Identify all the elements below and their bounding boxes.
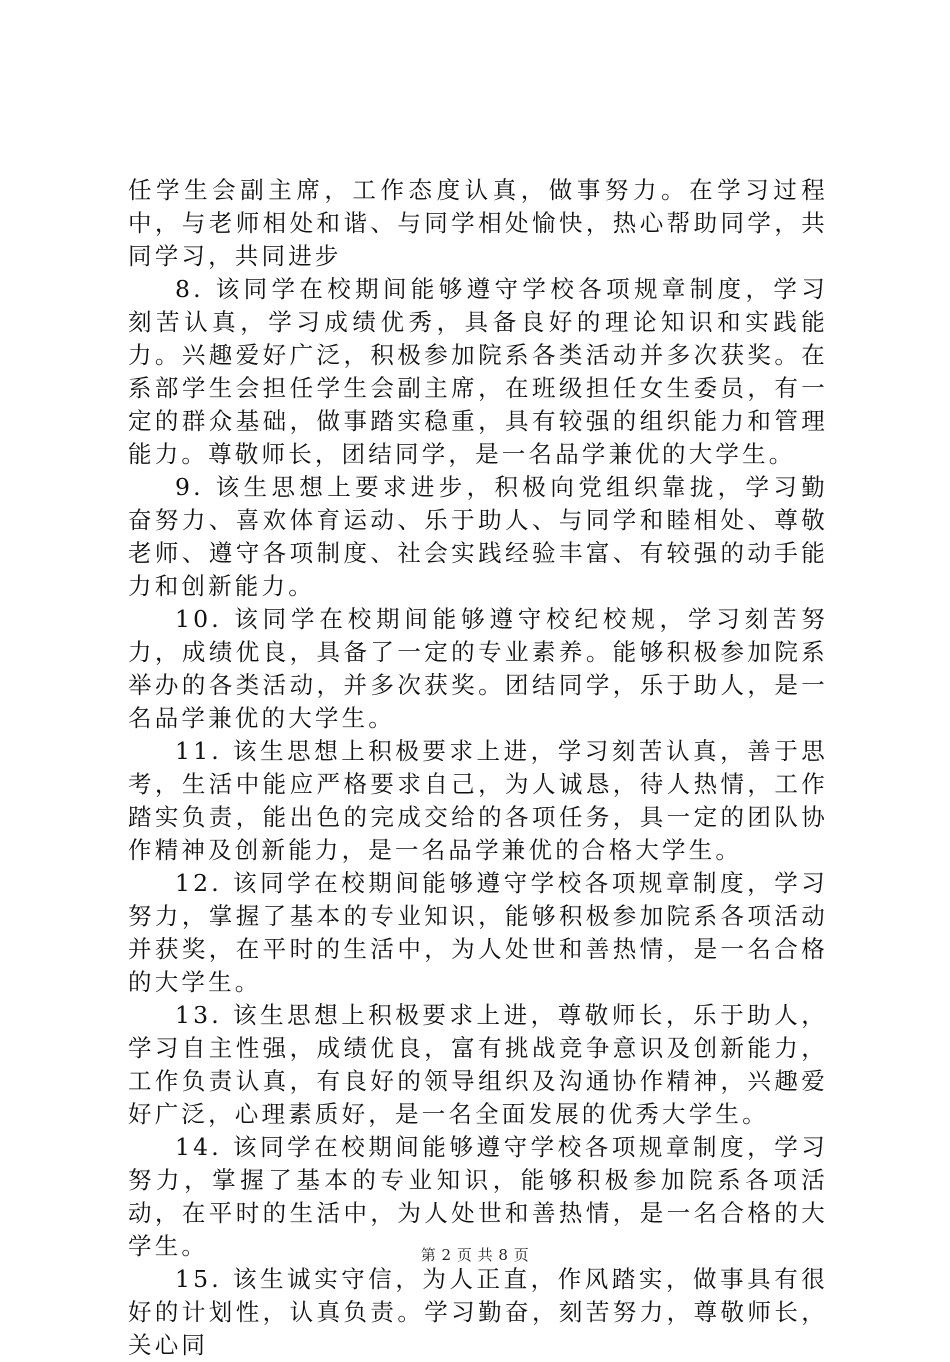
paragraph-item-10: 10. 该同学在校期间能够遵守校纪校规，学习刻苦努力，成绩优良，具备了一定的专业素养。能够积极参加院系举办的各类活动，并多次获奖。团结同学，乐于助人，是一名品学兼优的大学生。 <box>128 605 828 732</box>
paragraph-item-13: 13. 该生思想上积极要求上进，尊敬师长，乐于助人，学习自主性强，成绩优良，富有挑战竞争意识及创新能力，工作负责认真，有良好的领导组织及沟通协作精神，兴趣爱好广泛，心理素质好，是一名全面发展的优秀大学生。 <box>128 1001 828 1128</box>
paragraph-item-11: 11. 该生思想上积极要求上进，学习刻苦认真，善于思考，生活中能应严格要求自己，为人诚恳，待人热情，工作踏实负责，能出色的完成交给的各项任务，具一定的团队协作精神及创新能力，是一名品学兼优的合格大学生。 <box>128 737 828 864</box>
paragraph-continuation: 任学生会副主席，工作态度认真，做事努力。在学习过程中，与老师相处和谐、与同学相处愉快，热心帮助同学，共同学习，共同进步 <box>128 176 828 270</box>
paragraph-item-15: 15. 该生诚实守信，为人正直，作风踏实，做事具有很好的计划性，认真负责。学习勤奋，刻苦努力，尊敬师长，关心同 <box>128 1265 828 1359</box>
paragraph-item-12: 12. 该同学在校期间能够遵守学校各项规章制度，学习努力，掌握了基本的专业知识，能够积极参加院系各项活动并获奖，在平时的生活中，为人处世和善热情，是一名合格的大学生。 <box>128 869 828 996</box>
document-body <box>128 174 828 1362</box>
page-number-footer: 第 2 页 共 8 页 <box>420 1246 530 1264</box>
paragraph-item-8: 8. 该同学在校期间能够遵守学校各项规章制度，学习刻苦认真，学习成绩优秀，具备良好的理论知识和实践能力。兴趣爱好广泛，积极参加院系各类活动并多次获奖。在系部学生会担任学生会副主席，在班级担任女生委员，有一定的群众基础，做事踏实稳重，具有较强的组织能力和管理能力。尊敬师长，团结同学，是一名品学兼优的大学生。 <box>128 275 828 468</box>
paragraph-item-9: 9. 该生思想上要求进步，积极向党组织靠拢，学习勤奋努力、喜欢体育运动、乐于助人、与同学和睦相处、尊敬老师、遵守各项制度、社会实践经验丰富、有较强的动手能力和创新能力。 <box>128 473 828 600</box>
paragraph-item-14: 14. 该同学在校期间能够遵守学校各项规章制度，学习努力，掌握了基本的专业知识，能够积极参加院系各项活动，在平时的生活中，为人处世和善热情，是一名合格的大学生。 <box>128 1133 828 1260</box>
